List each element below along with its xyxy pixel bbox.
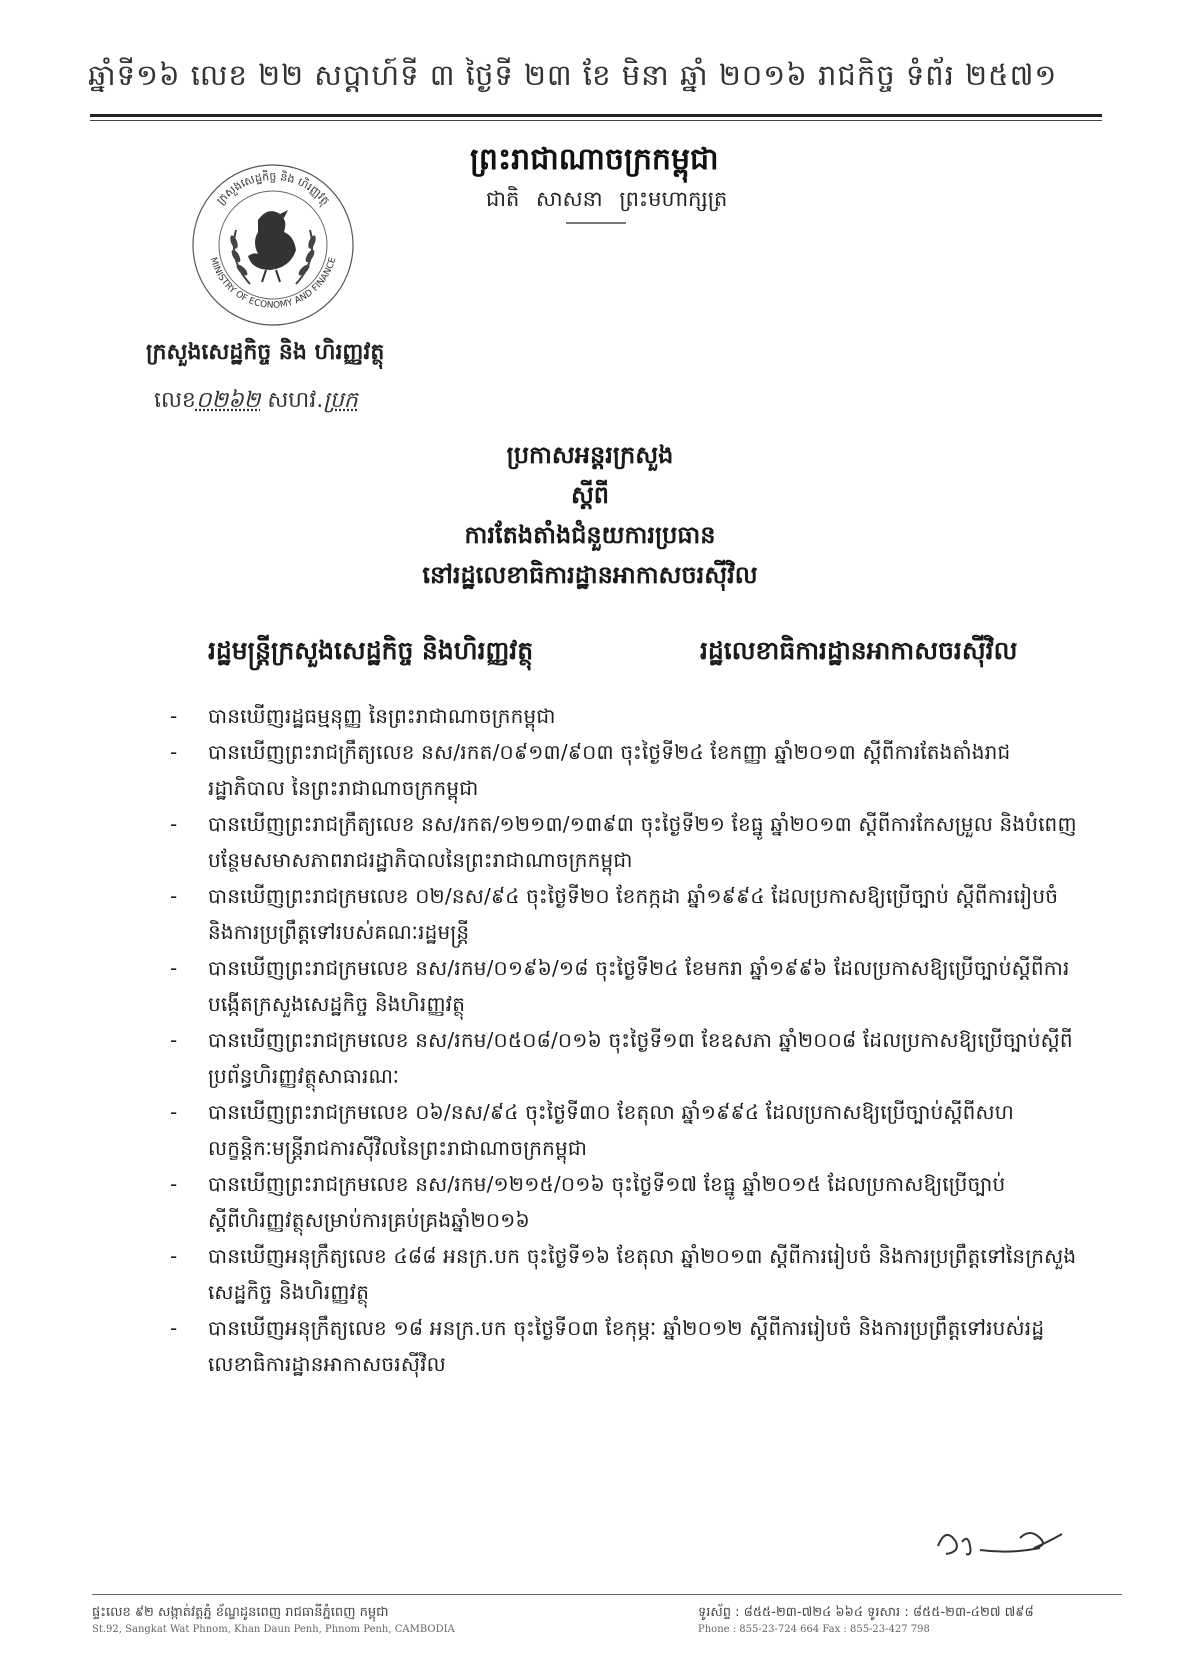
list-item: - បានឃើញព្រះរាជក្រមលេខ ០៦/នស/៩៤ ចុះថ្ងៃទី៣០ ខែតុលា ឆ្នាំ១៩៩៤ ដែលប្រកាសឱ្យប្រើច្បាប់ស្ដីពីសហលក្ខន្តិកៈមន្ត្រីរាជការស៊ីវិលនៃព្រះរាជាណាចក្រកម្ពុជា [170, 1100, 1015, 1160]
svg-text:ក្រសួងសេដ្ឋកិច្ច និង ហិរញ្ញវត្ [214, 169, 332, 208]
ministry-seal-icon [188, 160, 358, 330]
ref-number: ០២៦២ [195, 388, 261, 413]
list-item: - បានឃើញព្រះរាជក្រឹត្យលេខ នស/រកត/១២១៣/១៣៩៣ ចុះថ្ងៃទី២១ ខែធ្នូ ឆ្នាំ២០១៣ ស្ដីពីការកែសម្រួល និងបំពេញបន្ថែមសមាសភាពរាជរដ្ឋាភិបាលនៃព្រះរាជាណាចក្រកម្ពុជា [170, 812, 1077, 872]
motto-flourish [566, 222, 626, 224]
list-item: - បានឃើញអនុក្រឹត្យលេខ ៤៨៨ អនក្រ.បក ចុះថ្ងៃទី១៦ ខែតុលា ឆ្នាំ២០១៣ ស្ដីពីការរៀបចំ និងការប្រព្រឹត្តទៅនៃក្រសួងសេដ្ឋកិច្ច និងហិរញ្ញវត្ថុ [170, 1244, 1077, 1304]
gazette-header: ឆ្នាំទី១៦ លេខ ២២ សប្ដាហ៍ទី ៣ ថ្ងៃទី ២៣ ខែ មិនា ឆ្នាំ ២០១៦ រាជកិច្ច ទំព័រ ២៥៧១ [88, 58, 1058, 92]
title-line-4: នៅរដ្ឋលេខាធិការដ្ឋានអាកាសចរស៊ីវិល [422, 561, 758, 589]
reference-number [154, 386, 358, 418]
seal-text-top: ក្រសួងសេដ្ឋកិច្ច និង ហិរញ្ញវត្ថុ [213, 169, 333, 208]
footer-address-en: St.92, Sangkat Wat Phnom, Khan Daun Penh, Phnom Penh, CAMBODIA [92, 1624, 455, 1635]
title-line-1: ប្រកាសអន្តរក្រសួង [506, 441, 674, 469]
kingdom-title: ព្រះរាជាណាចក្រកម្ពុជា [470, 142, 719, 177]
list-item: - បានឃើញព្រះរាជក្រឹត្យលេខ នស/រកត/០៩១៣/៩០៣ ចុះថ្ងៃទី២៤ ខែកញ្ញា ឆ្នាំ២០១៣ ស្ដីពីការតែងតាំងរាជរដ្ឋាភិបាល នៃព្រះរាជាណាចក្រកម្ពុជា [170, 740, 1011, 800]
list-item: - បានឃើញរដ្ឋធម្មនុញ្ញ នៃព្រះរាជាណាចក្រកម្ពុជា [170, 704, 556, 728]
ministry-name: ក្រសួងសេដ្ឋកិច្ច និង ហិរញ្ញវត្ថុ [146, 340, 385, 365]
list-item: - បានឃើញព្រះរាជក្រមលេខ នស/រកម/០១៩៦/១៨ ចុះថ្ងៃទី២៤ ខែមករា ឆ្នាំ១៩៩៦ ដែលប្រកាសឱ្យប្រើច្បាប់ស្ដីពីការបង្កើតក្រសួងសេដ្ឋកិច្ច និងហិរញ្ញវត្ថុ [170, 956, 1070, 1016]
considerations-list [168, 698, 1078, 1382]
handwritten-signature-icon [928, 1516, 1078, 1566]
header-rule [90, 114, 1102, 117]
title-line-2: ស្ដីពី [570, 481, 610, 509]
list-item: - បានឃើញព្រះរាជក្រមលេខ ០២/នស/៩៤ ចុះថ្ងៃទី២០ ខែកក្កដា ឆ្នាំ១៩៩៤ ដែលប្រកាសឱ្យប្រើច្បាប់ ស្ដីពីការរៀបចំ និងការប្រព្រឹត្តទៅរបស់គណៈរដ្ឋមន្ត្រី [170, 884, 1059, 944]
list-item: - បានឃើញព្រះរាជក្រមលេខ នស/រកម/០៥០៨/០១៦ ចុះថ្ងៃទី១៣ ខែឧសភា ឆ្នាំ២០០៨ ដែលប្រកាសឱ្យប្រើច្បាប់ស្ដីពីប្រព័ន្ធហិរញ្ញវត្ថុសាធារណៈ [170, 1028, 1073, 1088]
footer-phone-kh: ទូរស័ព្ទ : ៨៥៥-២៣-៧២៤ ៦៦៤ ទូរសារ : ៨៥៥-២៣-៤២៧ ៧៩៨ [698, 1605, 1034, 1620]
list-item: - បានឃើញអនុក្រឹត្យលេខ ១៨ អនក្រ.បក ចុះថ្ងៃទី០៣ ខែកុម្ភៈ ឆ្នាំ២០១២ ស្ដីពីការរៀបចំ និងការប្រព្រឹត្តទៅរបស់រដ្ឋលេខាធិការដ្ឋានអាកាសចរស៊ីវិល [170, 1316, 1045, 1376]
title-line-3: ការតែងតាំងជំនួយការប្រធាន [464, 521, 716, 549]
header-rule-thin [90, 120, 1102, 121]
ref-label: លេខ [154, 388, 196, 413]
footer-address-kh: ផ្ទះលេខ ៩២ សង្កាត់វត្តភ្នំ ខ័ណ្ឌដូនពេញ រាជធានីភ្នំពេញ កម្ពុជា [92, 1605, 389, 1620]
footer-rule [92, 1594, 1122, 1595]
ref-handwritten: ប្រក [323, 388, 358, 413]
list-item: - បានឃើញព្រះរាជក្រមលេខ នស/រកម/១២១៥/០១៦ ចុះថ្ងៃទី១៧ ខែធ្នូ ឆ្នាំ២០១៥ ដែលប្រកាសឱ្យប្រើច្បាប់ស្ដីពីហិរញ្ញវត្ថុសម្រាប់ការគ្រប់គ្រងឆ្នាំ២០១៦ [170, 1172, 1006, 1232]
authority-right: រដ្ឋលេខាធិការដ្ឋានអាកាសចរស៊ីវិល [700, 636, 1018, 665]
seal-text-bottom: MINISTRY OF ECONOMY AND FINANCE [207, 256, 339, 311]
footer-phone-en: Phone : 855-23-724 664 Fax : 855-23-427 798 [698, 1624, 930, 1635]
kingdom-motto: ជាតិ សាសនា ព្រះមហាក្សត្រ [486, 187, 728, 211]
ref-suffix: សហវ. [267, 388, 324, 413]
authority-left: រដ្ឋមន្ត្រីក្រសួងសេដ្ឋកិច្ច និងហិរញ្ញវត្ថុ [208, 636, 534, 665]
